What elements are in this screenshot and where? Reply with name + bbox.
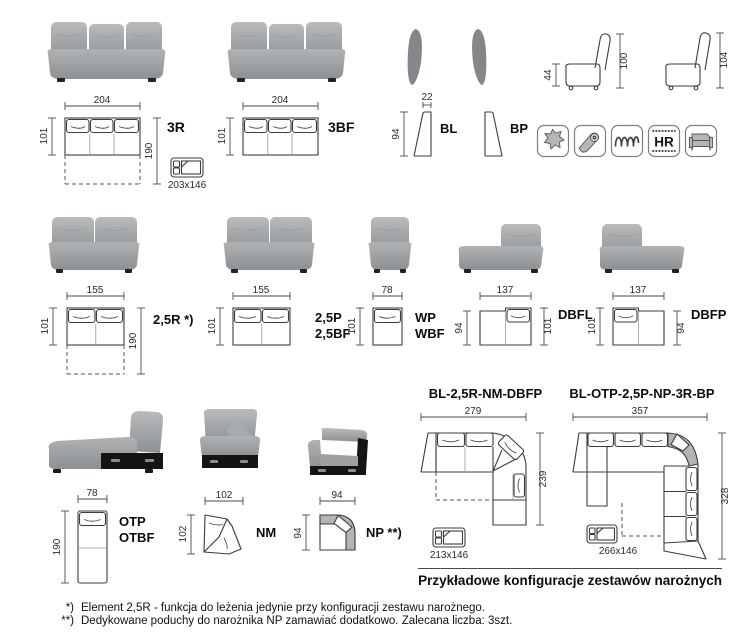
leather-icon	[538, 126, 569, 157]
bed-size-label: 213x146	[429, 550, 469, 561]
drawing-3r	[40, 95, 220, 200]
photo-module-dbfp	[596, 224, 688, 274]
width-label: 137	[629, 285, 647, 296]
drawing-config-2	[560, 403, 750, 578]
photo-sofa-25r	[45, 215, 143, 275]
nm-corner-plan	[204, 515, 241, 554]
photo-sofa-3bf	[223, 20, 350, 84]
side-view-drawing-104	[655, 28, 740, 98]
drawing-np	[290, 486, 415, 576]
config-height-label: 239	[538, 470, 549, 488]
photo-sofa-25p	[220, 215, 318, 275]
footnote-2	[50, 615, 700, 628]
config-title-1: BL-2,5R-NM-DBFP	[428, 386, 543, 401]
module-label: NM	[256, 525, 277, 540]
nm-corner-cushion	[497, 434, 524, 461]
width-label: 204	[93, 95, 111, 106]
footnote-1-text: Element 2,5R - funkcja do leżenia jedynie przy konfiguracji zestawu narożnego.	[81, 602, 485, 614]
body-outline	[436, 447, 493, 472]
module-label: 3R	[167, 119, 185, 135]
photo-sofa-3r	[43, 20, 170, 84]
module-label: DBFP	[691, 307, 727, 322]
photo-module-np	[306, 428, 370, 478]
bl-armrest	[421, 433, 436, 472]
sofa-bed-icon	[686, 126, 717, 157]
module-label: 3BF	[328, 119, 355, 135]
config-width-label: 279	[464, 406, 482, 417]
bl-width-label: 22	[421, 92, 433, 103]
bp-armrest	[664, 541, 706, 559]
bl-armrest-plan	[414, 112, 431, 156]
left-depth-label: 94	[454, 322, 465, 334]
module-label-2: OTBF	[119, 530, 155, 545]
side-view-drawing-100	[545, 28, 640, 98]
bed-size-label: 203x146	[167, 180, 207, 191]
hr-foam-icon	[649, 126, 680, 157]
drawing-25p	[207, 285, 362, 385]
bl-height-label: 94	[391, 128, 402, 140]
hr-label: HR	[654, 134, 674, 150]
module-label: NP **)	[366, 525, 402, 540]
width-label: 137	[496, 285, 514, 296]
length-label: 190	[144, 142, 155, 160]
springs-icon	[612, 126, 643, 157]
fabric-roll-icon	[575, 126, 606, 157]
sofa-profile	[666, 33, 710, 90]
photo-armrest-bl	[403, 28, 427, 88]
bed-size-icon	[168, 158, 207, 191]
height-label: 102	[178, 525, 189, 543]
configs-caption: Przykładowe konfiguracje zestawów narożnych	[418, 573, 722, 588]
footnote-1-marker: *)	[65, 602, 74, 614]
total-height-label: 104	[719, 51, 730, 69]
drawing-dbfl	[452, 285, 600, 385]
bl-label: BL	[440, 121, 458, 136]
width-label: 155	[252, 285, 270, 296]
sofa-profile	[566, 34, 610, 90]
feature-icons	[537, 123, 735, 159]
bed-size-icon	[430, 528, 469, 561]
depth-label: 101	[347, 317, 358, 335]
config-title-2: BL-OTP-2,5P-NP-3R-BP	[569, 386, 715, 401]
footnote-2-text: Dedykowane poduchy do narożnika NP zamawiać dodatkowo. Zalecana liczba: 3szt.	[81, 615, 513, 627]
bl-armrest	[573, 433, 587, 472]
width-label: 155	[86, 285, 104, 296]
total-height-label: 100	[619, 52, 630, 70]
footnote-2-marker: **)	[61, 615, 74, 627]
footnotes	[50, 602, 700, 628]
module-label-1: 2,5P	[315, 310, 342, 325]
drawing-dbfp	[583, 285, 743, 385]
right-depth-label: 101	[543, 317, 554, 335]
otp-chaise-outline	[587, 447, 607, 507]
depth-label: 101	[40, 317, 51, 335]
width-label: 102	[215, 490, 233, 501]
module-label-2: WBF	[415, 326, 445, 341]
photo-module-nm	[196, 407, 264, 473]
width-label: 204	[271, 95, 289, 106]
depth-label: 101	[217, 127, 228, 145]
fold-out-outline	[67, 345, 124, 374]
config-width-label: 357	[631, 406, 649, 417]
fold-out-outline	[65, 155, 140, 184]
footnote-1	[50, 602, 700, 615]
drawing-nm	[178, 486, 288, 576]
module-label-1: WP	[415, 310, 436, 325]
length-label: 190	[52, 538, 63, 556]
bp-armrest-plan	[485, 112, 502, 156]
bed-size-label: 266x146	[598, 546, 638, 557]
module-label-1: OTP	[119, 514, 146, 529]
width-label: 78	[86, 488, 98, 499]
config-height-label: 328	[720, 487, 731, 505]
module-label: DBFL	[558, 307, 593, 322]
width-label: 78	[381, 285, 393, 296]
left-depth-label: 101	[587, 317, 598, 335]
depth-label: 101	[207, 317, 218, 335]
height-label: 94	[293, 527, 304, 539]
depth-label: 101	[39, 127, 50, 145]
bp-label: BP	[510, 121, 529, 136]
drawing-config-1	[403, 403, 568, 568]
bed-size-icon	[587, 525, 638, 557]
photo-armrest-bp	[467, 28, 491, 88]
drawing-3bf	[217, 95, 375, 175]
module-label-2: 2,5BF	[315, 326, 351, 341]
photo-module-otp	[45, 409, 167, 477]
drawing-bl-bp	[390, 92, 530, 170]
right-depth-label: 94	[676, 322, 687, 334]
width-label: 94	[331, 490, 343, 501]
photo-module-wp	[366, 215, 414, 275]
drawing-otp	[53, 486, 173, 598]
photo-module-dbfl	[455, 224, 547, 274]
bed-fold-outline	[622, 503, 664, 536]
drawing-25r	[38, 285, 208, 385]
separator-line	[418, 568, 722, 569]
bed-fold-outline	[436, 472, 493, 500]
module-label: 2,5R *)	[153, 312, 194, 327]
length-label: 190	[128, 332, 139, 350]
seat-height-label: 44	[543, 69, 554, 81]
